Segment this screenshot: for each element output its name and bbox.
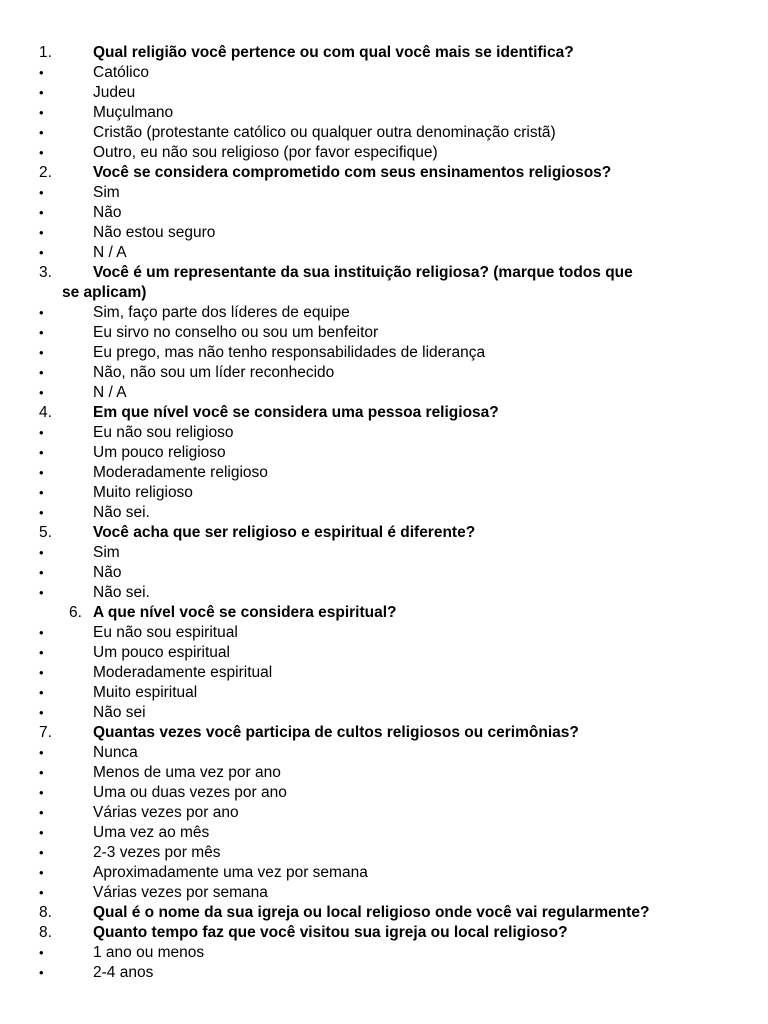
option-text: Católico (93, 64, 149, 81)
answer-option (0, 63, 768, 83)
bullet-icon: • (39, 565, 44, 580)
option-text: Eu prego, mas não tenho responsabilidades de liderança (93, 344, 486, 361)
option-text: Várias vezes por semana (93, 884, 268, 901)
question-number: 3. (39, 264, 52, 281)
answer-option (0, 183, 768, 203)
option-text: Eu não sou espiritual (93, 624, 238, 641)
bullet-icon: • (39, 705, 44, 720)
option-text: Sim (93, 544, 120, 561)
bullet-icon: • (39, 445, 44, 460)
question-text: se aplicam) (62, 284, 147, 301)
bullet-icon: • (39, 545, 44, 560)
bullet-icon: • (39, 145, 44, 160)
answer-option (0, 803, 768, 823)
question-text: Qual religião você pertence ou com qual você mais se identifica? (93, 44, 574, 61)
option-text: Muito espiritual (93, 684, 198, 701)
bullet-icon: • (39, 365, 44, 380)
bullet-icon: • (39, 745, 44, 760)
answer-option (0, 683, 768, 703)
option-text: Moderadamente espiritual (93, 664, 273, 681)
answer-option (0, 863, 768, 883)
answer-option (0, 143, 768, 163)
answer-option (0, 643, 768, 663)
option-text: 2-4 anos (93, 964, 154, 981)
bullet-icon: • (39, 885, 44, 900)
answer-option (0, 343, 768, 363)
question-text: Qual é o nome da sua igreja ou local religioso onde você vai regularmente? (93, 904, 650, 921)
option-text: Eu sirvo no conselho ou sou um benfeitor (93, 324, 379, 341)
bullet-icon: • (39, 645, 44, 660)
bullet-icon: • (39, 345, 44, 360)
bullet-icon: • (39, 465, 44, 480)
question-text: Você é um representante da sua instituição religiosa? (marque todos que (93, 264, 633, 281)
option-text: N / A (93, 384, 127, 401)
answer-option (0, 383, 768, 403)
bullet-icon: • (39, 185, 44, 200)
bullet-icon: • (39, 965, 44, 980)
bullet-icon: • (39, 305, 44, 320)
answer-option (0, 543, 768, 563)
answer-option (0, 623, 768, 643)
option-text: Muito religioso (93, 484, 193, 501)
question-line (0, 603, 768, 623)
question-text: Em que nível você se considera uma pessoa religiosa? (93, 404, 499, 421)
option-text: 1 ano ou menos (93, 944, 205, 961)
question-number: 8. (39, 904, 52, 921)
option-text: Não estou seguro (93, 224, 216, 241)
option-text: Várias vezes por ano (93, 804, 239, 821)
option-text: 2-3 vezes por mês (93, 844, 221, 861)
answer-option (0, 123, 768, 143)
bullet-icon: • (39, 785, 44, 800)
bullet-icon: • (39, 485, 44, 500)
answer-option (0, 323, 768, 343)
answer-option (0, 363, 768, 383)
question-line (0, 263, 768, 283)
answer-option (0, 103, 768, 123)
bullet-icon: • (39, 505, 44, 520)
answer-option (0, 843, 768, 863)
answer-option (0, 423, 768, 443)
option-text: Judeu (93, 84, 136, 101)
answer-option (0, 243, 768, 263)
bullet-icon: • (39, 205, 44, 220)
question-line (0, 523, 768, 543)
bullet-icon: • (39, 105, 44, 120)
option-text: Sim (93, 184, 120, 201)
option-text: Não sei. (93, 584, 150, 601)
bullet-icon: • (39, 765, 44, 780)
answer-option (0, 743, 768, 763)
question-text: A que nível você se considera espiritual? (93, 604, 397, 621)
answer-option (0, 883, 768, 903)
answer-option (0, 663, 768, 683)
bullet-icon: • (39, 665, 44, 680)
answer-option (0, 563, 768, 583)
answer-option (0, 463, 768, 483)
bullet-icon: • (39, 65, 44, 80)
bullet-icon: • (39, 685, 44, 700)
survey-document (0, 43, 768, 983)
answer-option (0, 203, 768, 223)
option-text: Outro, eu não sou religioso (por favor especifique) (93, 144, 438, 161)
option-text: Nunca (93, 744, 138, 761)
bullet-icon: • (39, 845, 44, 860)
question-text: Quantas vezes você participa de cultos religiosos ou cerimônias? (93, 724, 579, 741)
option-text: Menos de uma vez por ano (93, 764, 281, 781)
option-text: Aproximadamente uma vez por semana (93, 864, 368, 881)
question-number: 7. (39, 724, 52, 741)
option-text: Eu não sou religioso (93, 424, 234, 441)
answer-option (0, 583, 768, 603)
question-number: 2. (39, 164, 52, 181)
option-text: Não (93, 204, 122, 221)
question-text: Você acha que ser religioso e espiritual é diferente? (93, 524, 476, 541)
answer-option (0, 83, 768, 103)
answer-option (0, 223, 768, 243)
bullet-icon: • (39, 425, 44, 440)
answer-option (0, 783, 768, 803)
option-text: Uma vez ao mês (93, 824, 210, 841)
bullet-icon: • (39, 385, 44, 400)
answer-option (0, 763, 768, 783)
option-text: Moderadamente religioso (93, 464, 268, 481)
bullet-icon: • (39, 585, 44, 600)
option-text: Sim, faço parte dos líderes de equipe (93, 304, 350, 321)
option-text: Muçulmano (93, 104, 174, 121)
answer-option (0, 823, 768, 843)
answer-option (0, 963, 768, 983)
question-text: Você se considera comprometido com seus ensinamentos religiosos? (93, 164, 612, 181)
question-number: 4. (39, 404, 52, 421)
bullet-icon: • (39, 245, 44, 260)
question-line (0, 403, 768, 423)
answer-option (0, 443, 768, 463)
option-text: Não, não sou um líder reconhecido (93, 364, 335, 381)
option-text: Não (93, 564, 122, 581)
question-number: 5. (39, 524, 52, 541)
question-line (0, 43, 768, 63)
bullet-icon: • (39, 225, 44, 240)
question-line (0, 723, 768, 743)
option-text: Não sei (93, 704, 146, 721)
answer-option (0, 483, 768, 503)
bullet-icon: • (39, 805, 44, 820)
question-number: 8. (39, 924, 52, 941)
option-text: Não sei. (93, 504, 150, 521)
answer-option (0, 303, 768, 323)
question-number: 1. (39, 44, 52, 61)
bullet-icon: • (39, 125, 44, 140)
question-line (0, 923, 768, 943)
answer-option (0, 503, 768, 523)
question-line (0, 903, 768, 923)
bullet-icon: • (39, 85, 44, 100)
option-text: Cristão (protestante católico ou qualquer outra denominação cristã) (93, 124, 556, 141)
bullet-icon: • (39, 945, 44, 960)
bullet-icon: • (39, 865, 44, 880)
question-text-continuation (0, 283, 768, 303)
bullet-icon: • (39, 325, 44, 340)
bullet-icon: • (39, 825, 44, 840)
option-text: Um pouco espiritual (93, 644, 230, 661)
answer-option (0, 703, 768, 723)
bullet-icon: • (39, 625, 44, 640)
option-text: N / A (93, 244, 127, 261)
question-number: 6. (69, 604, 82, 621)
question-line (0, 163, 768, 183)
answer-option (0, 943, 768, 963)
option-text: Um pouco religioso (93, 444, 226, 461)
option-text: Uma ou duas vezes por ano (93, 784, 287, 801)
question-text: Quanto tempo faz que você visitou sua igreja ou local religioso? (93, 924, 568, 941)
